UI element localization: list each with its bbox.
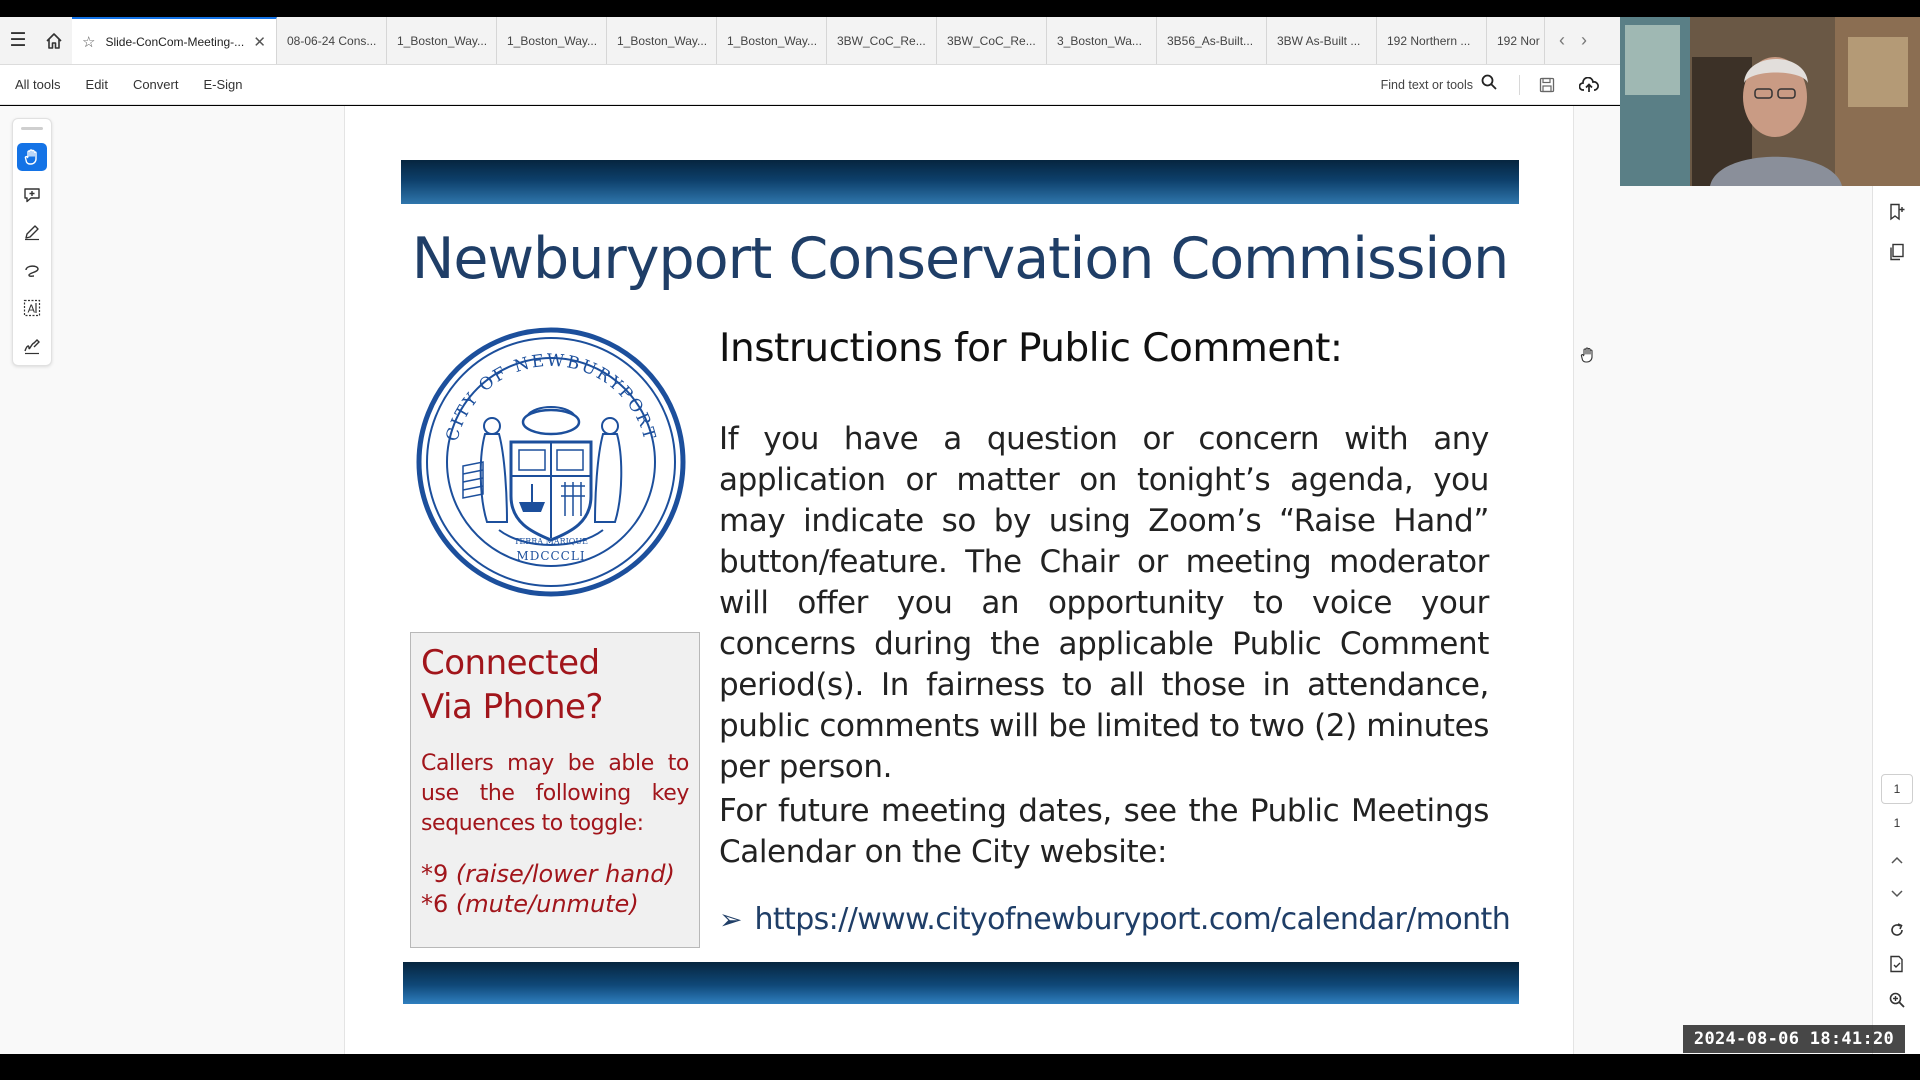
- slide-top-band: [401, 160, 1519, 204]
- menu-esign[interactable]: E-Sign: [203, 77, 243, 92]
- calendar-link-row: [719, 902, 1510, 937]
- phone-title-line: Via Phone?: [421, 687, 603, 727]
- key-code: *6: [421, 890, 449, 918]
- menu-bar: [0, 65, 1620, 105]
- key-sequences: [421, 859, 689, 919]
- menu-convert[interactable]: Convert: [132, 77, 179, 92]
- seal-top-text: CITY OF NEWBURYPORT: [442, 350, 660, 444]
- chevron-left-icon[interactable]: ‹: [1559, 30, 1565, 50]
- text-select-icon[interactable]: [17, 294, 47, 322]
- home-icon[interactable]: [36, 17, 72, 64]
- page-fit-icon[interactable]: [1885, 952, 1909, 976]
- right-rail: [1872, 106, 1920, 1054]
- tab-document[interactable]: 08-06-24 Cons...: [277, 17, 387, 64]
- webcam-video-tile: [1620, 17, 1920, 186]
- quick-tools-panel: [12, 118, 52, 366]
- pdf-page: [344, 106, 1574, 1054]
- find-label: Find text or tools: [1380, 77, 1473, 92]
- highlight-pen-icon[interactable]: [17, 219, 47, 247]
- tab-document[interactable]: 3_Boston_Wa...: [1047, 17, 1157, 64]
- phone-instructions: Callers may be able to use the following key sequences to toggle:: [421, 751, 689, 836]
- total-pages: 1: [1893, 816, 1901, 830]
- hand-tool-icon[interactable]: [17, 143, 47, 171]
- close-icon[interactable]: ✕: [253, 33, 266, 51]
- recording-timestamp: 2024-08-06 18:41:20: [1683, 1025, 1905, 1053]
- tab-active-document[interactable]: [72, 17, 277, 64]
- instructions-heading: Instructions for Public Comment:: [719, 326, 1343, 371]
- seal-year-text: MDCCCLI: [516, 549, 586, 563]
- tab-title: Slide-ConCom-Meeting-...: [105, 34, 245, 49]
- chevron-up-icon[interactable]: [1885, 848, 1909, 872]
- drag-handle[interactable]: [21, 127, 43, 130]
- divider: [1519, 75, 1520, 95]
- document-area[interactable]: [0, 106, 1872, 1054]
- menu-icon[interactable]: ☰: [9, 30, 27, 51]
- future-meetings-text: For future meeting dates, see the Public Meetings Calendar on the City website:: [719, 793, 1489, 870]
- menu-all-tools[interactable]: All tools: [15, 77, 61, 92]
- tab-bar: [0, 17, 1620, 65]
- tab-document[interactable]: 1_Boston_Way...: [607, 17, 717, 64]
- tab-document[interactable]: 3BW As-Built ...: [1267, 17, 1377, 64]
- tab-document[interactable]: 1_Boston_Way...: [387, 17, 497, 64]
- phone-title-line: Connected: [421, 643, 600, 683]
- current-page-input[interactable]: 1: [1881, 774, 1913, 804]
- slide-bottom-band: [403, 962, 1519, 1004]
- star-icon[interactable]: ☆: [82, 33, 96, 51]
- save-icon[interactable]: [1536, 74, 1558, 96]
- seal-motto-text: TERRA MARIQUE: [514, 537, 588, 546]
- tab-document[interactable]: 192 Nor: [1487, 17, 1545, 64]
- calendar-url-link[interactable]: https://www.cityofnewburyport.com/calendar/month: [754, 902, 1511, 937]
- chevron-down-icon[interactable]: [1885, 882, 1909, 906]
- top-black-band: [0, 0, 1920, 17]
- draw-freeform-icon[interactable]: [17, 256, 47, 284]
- slide-title: Newburyport Conservation Commission: [411, 226, 1509, 292]
- find-text-or-tools[interactable]: [1381, 74, 1497, 95]
- tab-document[interactable]: 1_Boston_Way...: [717, 17, 827, 64]
- chevron-right-icon[interactable]: ›: [1581, 30, 1587, 50]
- city-seal-image: [415, 326, 687, 598]
- page-thumbnails-icon[interactable]: [1885, 240, 1909, 264]
- tab-scroll-controls: [1545, 17, 1601, 64]
- rotate-refresh-icon[interactable]: [1885, 918, 1909, 942]
- key-code: *9: [421, 860, 449, 888]
- svg-text:A: A: [27, 302, 36, 316]
- zoom-in-icon[interactable]: [1885, 988, 1909, 1012]
- bottom-black-band: [0, 1054, 1920, 1080]
- key-action: (mute/unmute): [455, 890, 639, 918]
- add-comment-icon[interactable]: [17, 181, 47, 209]
- workspace: [0, 106, 1920, 1054]
- webcam-video-frame: [1620, 17, 1920, 186]
- phone-box-title: [421, 641, 689, 729]
- menu-edit[interactable]: Edit: [85, 77, 108, 92]
- key-sequence-row: [421, 859, 689, 889]
- key-action: (raise/lower hand): [455, 860, 675, 888]
- tab-document[interactable]: 3BW_CoC_Re...: [827, 17, 937, 64]
- instructions-body: If you have a question or concern with any application or matter on tonight’s agenda, you may indicate so by using Zoom’s “Raise Hand” button/feature. The Chair or meeting moderator will offer you an opportunity to voice your concerns during the applicable Public Comment period(s). In fairness to all those in attendance, public comments will be limited to two (2) minutes per person.: [719, 421, 1489, 785]
- key-sequence-row: [421, 889, 689, 919]
- bookmark-add-icon[interactable]: [1885, 200, 1909, 224]
- arrow-bullet-icon: ➢: [719, 904, 743, 935]
- tab-document[interactable]: 3B56_As-Built...: [1157, 17, 1267, 64]
- tab-document[interactable]: 1_Boston_Way...: [497, 17, 607, 64]
- phone-callers-box: [410, 632, 700, 948]
- cloud-upload-icon[interactable]: [1578, 74, 1600, 96]
- tab-document[interactable]: 3BW_CoC_Re...: [937, 17, 1047, 64]
- sign-icon[interactable]: [17, 332, 47, 360]
- tab-document[interactable]: 192 Northern ...: [1377, 17, 1487, 64]
- hand-cursor-icon: [1580, 346, 1596, 369]
- search-icon[interactable]: [1481, 74, 1497, 95]
